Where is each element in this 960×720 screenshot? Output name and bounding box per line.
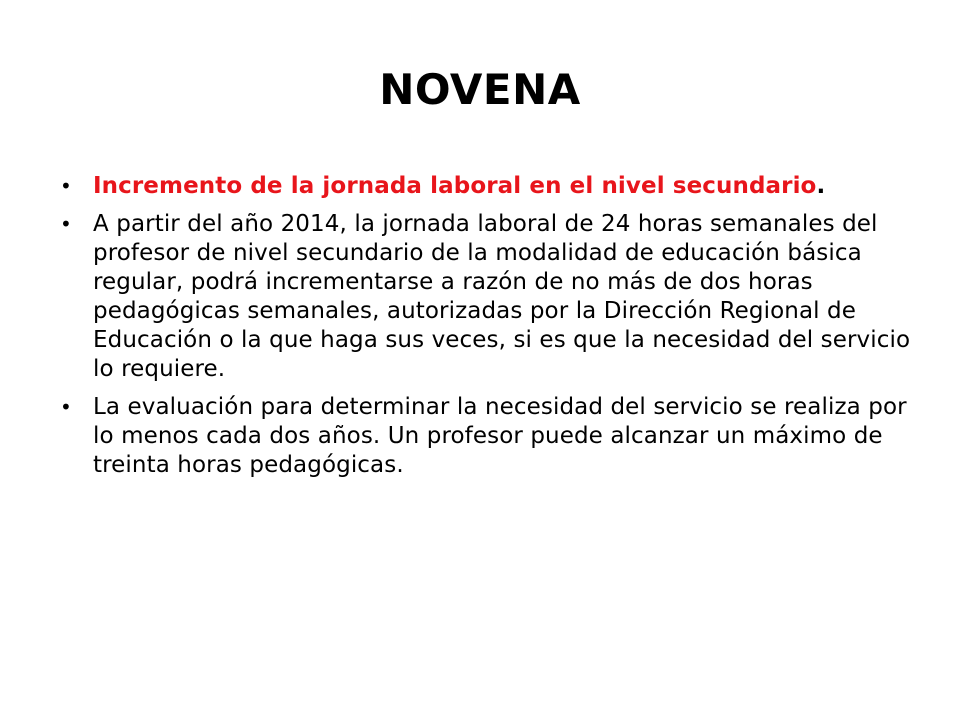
- bullet-item-evaluacion: [60, 393, 915, 480]
- bullet-heading-period: .: [816, 173, 826, 199]
- bullet-dot-icon: •: [60, 395, 72, 419]
- slide-title: NOVENA: [379, 65, 581, 114]
- bullet-item-heading: [60, 172, 915, 201]
- bullet-jornada-text: A partir del año 2014, la jornada laboral de 24 horas semanales del profesor de nivel secundario de la modalidad de educación básica regular, podrá incrementarse a razón de no más de dos horas pedagógicas semanales, autorizadas por la Dirección Regional de Educación o la que haga sus veces, si es que la necesidad del servicio lo requiere.: [93, 211, 911, 382]
- bullet-dot-icon: •: [60, 174, 72, 198]
- bullet-item-jornada: [60, 210, 915, 384]
- bullet-list: [60, 172, 915, 489]
- bullet-dot-icon: •: [60, 212, 72, 236]
- bullet-evaluacion-text: La evaluación para determinar la necesidad del servicio se realiza por lo menos cada dos años. Un profesor puede alcanzar un máximo de treinta horas pedagógicas.: [93, 394, 907, 478]
- bullet-heading-text: Incremento de la jornada laboral en el nivel secundario: [93, 173, 817, 199]
